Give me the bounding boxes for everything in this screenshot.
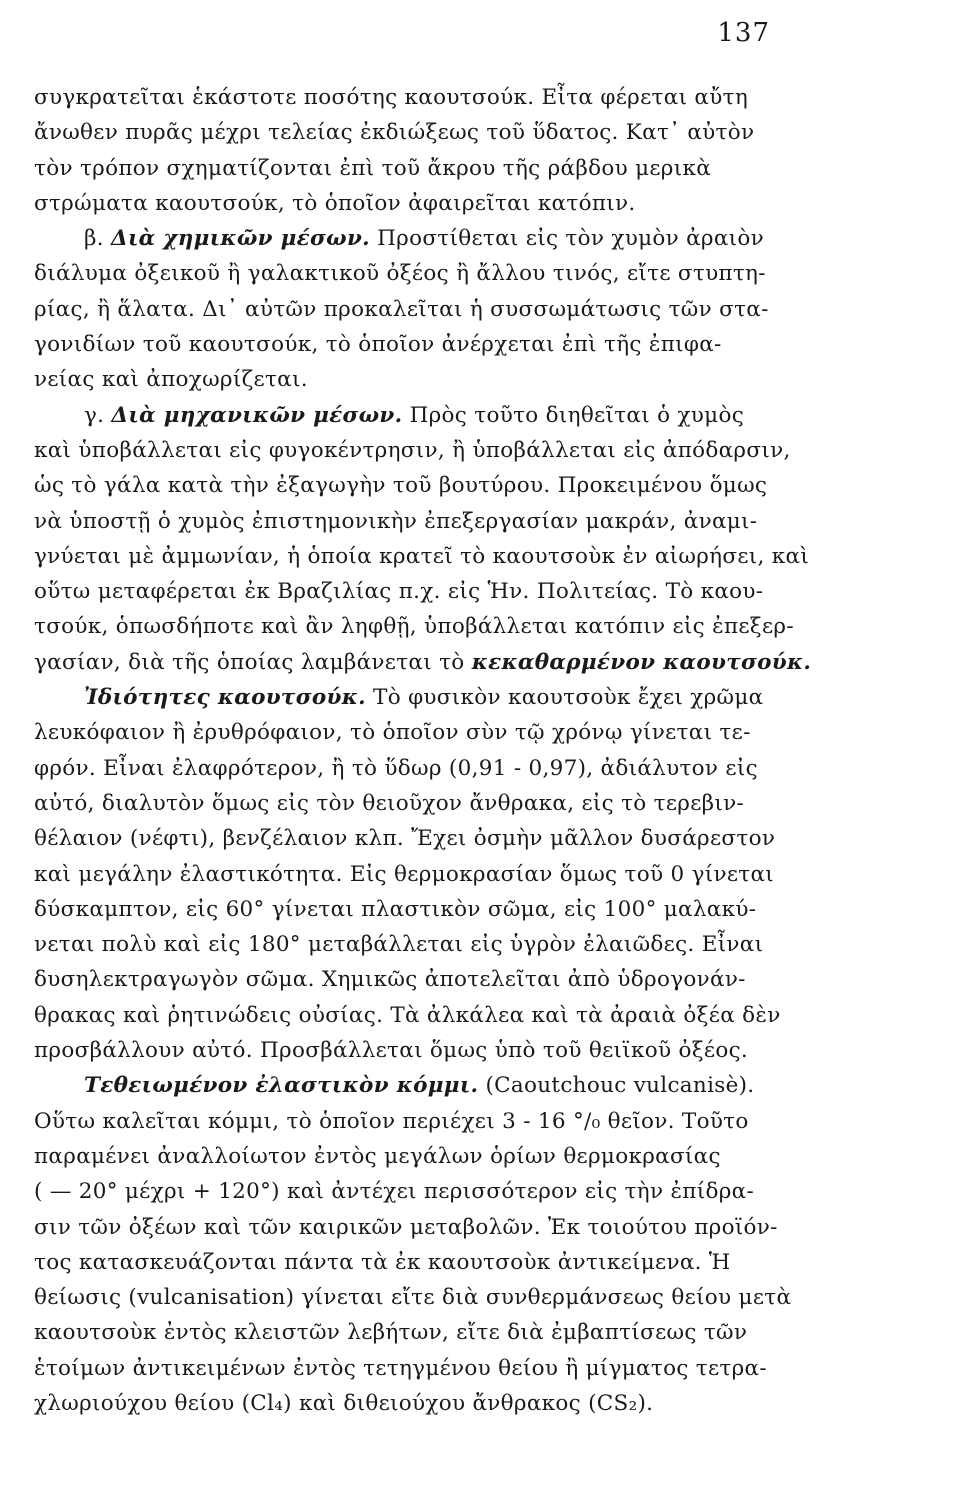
text-line — [34, 504, 814, 539]
text-line — [34, 857, 814, 892]
text-line — [34, 151, 814, 186]
text-line — [34, 680, 814, 715]
page-number: 137 — [717, 18, 770, 48]
emphasized-term: κεκαθαρμένον καουτσούκ. — [471, 649, 812, 675]
text-line — [34, 1068, 814, 1103]
text-line — [34, 1033, 814, 1068]
line-text: αὐτό, διαλυτὸν ὅμως εἰς τὸν θειοῦχον ἄνθρακα, εἰς τὸ τερεβιν- — [34, 790, 745, 816]
text-line — [34, 1386, 814, 1421]
line-text: καουτσοὺκ ἐντὸς κλειστῶν λεβήτων, εἴτε διὰ ἐμβαπτίσεως τῶν — [34, 1320, 748, 1346]
line-text: τὸν τρόπον σχηματίζονται ἐπὶ τοῦ ἄκρου τῆς ράβδου μερικὰ — [34, 155, 712, 181]
text-line — [34, 645, 814, 680]
text-line — [34, 1139, 814, 1174]
line-text: οὕτω μεταφέρεται ἐκ Βραζιλίας π.χ. εἰς Ἡν. Πολιτείας. Τὸ καου- — [34, 579, 764, 605]
line-text: συγκρατεῖται ἑκάστοτε ποσότης καουτσούκ. Εἶτα φέρεται αὔτη — [34, 85, 748, 110]
text-line — [34, 715, 814, 750]
line-text: στρώματα καουτσούκ, τὸ ὁποῖον ἀφαιρεῖται κατόπιν. — [34, 190, 636, 216]
line-text: Πρὸς τοῦτο διηθεῖται ὁ χυμὸς — [402, 402, 745, 428]
text-line — [34, 327, 814, 362]
section-heading: Τεθειωμένον ἐλαστικὸν κόμμι. — [84, 1073, 479, 1099]
line-text: γνύεται μὲ ἀμμωνίαν, ἡ ὁποία κρατεῖ τὸ καουτσοὺκ ἐν αἰωρήσει, καὶ — [34, 543, 810, 569]
line-text: ( — 20° μέχρι + 120°) καὶ ἀντέχει περισσότερον εἰς τὴν ἐπίδρα- — [34, 1179, 755, 1205]
text-line — [34, 1104, 814, 1139]
line-text: καὶ μεγάλην ἐλαστικότητα. Εἰς θερμοκρασίαν ὅμως τοῦ 0 γίνεται — [34, 861, 775, 887]
text-line — [34, 609, 814, 644]
text-line — [34, 1210, 814, 1245]
line-text: ἑτοίμων ἀντικειμένων ἐντὸς τετηγμένου θείου ἢ μίγματος τετρα- — [34, 1355, 767, 1381]
text-line — [34, 1174, 814, 1209]
section-heading: Διὰ μηχανικῶν μέσων. — [111, 402, 403, 428]
text-line — [34, 1245, 814, 1280]
list-marker: β. — [84, 226, 111, 252]
text-line — [34, 362, 814, 397]
section-heading: Ἰδιότητες καουτσούκ. — [84, 685, 366, 711]
text-line — [34, 574, 814, 609]
text-line — [34, 80, 814, 115]
text-line — [34, 1315, 814, 1350]
line-text: δύσκαμπτον, εἰς 60° γίνεται πλαστικὸν σῶμα, εἰς 100° μαλακύ- — [34, 896, 757, 922]
text-line — [34, 962, 814, 997]
text-line — [34, 115, 814, 150]
line-text: σιν τῶν ὀξέων καὶ τῶν καιρικῶν μεταβολῶν. Ἐκ τοιούτου προϊόν- — [34, 1214, 778, 1240]
line-text: παραμένει ἀναλλοίωτον ἐντὸς μεγάλων ὁρίων θερμοκρασίας — [34, 1143, 721, 1169]
line-text: (Caoutchouc vulcanisè). — [478, 1073, 755, 1099]
text-line — [34, 1280, 814, 1315]
text-line — [34, 821, 814, 856]
line-text: διάλυμα ὀξεικοῦ ἢ γαλακτικοῦ ὀξέος ἢ ἄλλου τινός, εἴτε στυπτη- — [34, 261, 766, 287]
line-text: φρόν. Εἶναι ἐλαφρότερον, ἢ τὸ ὕδωρ (0,91 - 0,97), ἀδιάλυτον εἰς — [34, 755, 758, 781]
text-line — [34, 1351, 814, 1386]
line-text: καὶ ὑποβάλλεται εἰς φυγοκέντρησιν, ἢ ὑποβάλλεται εἰς ἀπόδαρσιν, — [34, 437, 791, 463]
line-text: νείας καὶ ἀποχωρίζεται. — [34, 367, 308, 393]
text-line — [34, 398, 814, 433]
section-heading: Διὰ χημικῶν μέσων. — [111, 226, 370, 252]
text-line — [34, 927, 814, 962]
text-line — [34, 786, 814, 821]
text-line — [34, 539, 814, 574]
line-text: δυσηλεκτραγωγὸν σῶμα. Χημικῶς ἀποτελεῖται ἀπὸ ὑδρογονάν- — [34, 967, 746, 993]
line-text: τος κατασκευάζονται πάντα τὰ ἐκ καουτσοὺκ ἀντικείμενα. Ἡ — [34, 1249, 731, 1275]
line-text: Τὸ φυσικὸν καουτσοὺκ ἔχει χρῶμα — [365, 685, 764, 711]
line-text: ὡς τὸ γάλα κατὰ τὴν ἐξαγωγὴν τοῦ βουτύρου. Προκειμένου ὅμως — [34, 473, 768, 499]
line-text: γονιδίων τοῦ καουτσούκ, τὸ ὁποῖον ἀνέρχεται ἐπὶ τῆς ἐπιφα- — [34, 332, 722, 358]
text-line — [34, 751, 814, 786]
line-text: γασίαν, διὰ τῆς ὁποίας λαμβάνεται τὸ — [34, 649, 472, 675]
line-text: Οὕτω καλεῖται κόμμι, τὸ ὁποῖον περιέχει 3 - 16 °/₀ θεῖον. Τοῦτο — [34, 1108, 749, 1134]
line-text: θρακας καὶ ῥητινώδεις οὐσίας. Τὰ ἀλκάλεα καὶ τὰ ἀραιὰ ὀξέα δὲν — [34, 1002, 781, 1028]
body-text — [34, 80, 814, 1421]
line-text: ἄνωθεν πυρᾶς μέχρι τελείας ἐκδιώξεως τοῦ ὕδατος. Κατ᾿ αὐτὸν — [34, 120, 755, 146]
text-line — [34, 256, 814, 291]
list-marker: γ. — [84, 402, 112, 428]
line-text: ρίας, ἢ ἅλατα. Δι᾿ αὐτῶν προκαλεῖται ἡ συσσωμάτωσις τῶν στα- — [34, 296, 769, 322]
text-line — [34, 468, 814, 503]
text-line — [34, 221, 814, 256]
line-text: θείωσις (vulcanisation) γίνεται εἴτε διὰ συνθερμάνσεως θείου μετὰ — [34, 1285, 792, 1311]
line-text: τσούκ, ὁπωσδήποτε καὶ ἂν ληφθῇ, ὑποβάλλεται κατόπιν εἰς ἐπεξερ- — [34, 614, 794, 640]
line-text: Προστίθεται εἰς τὸν χυμὸν ἀραιὸν — [369, 226, 765, 252]
text-line — [34, 186, 814, 221]
line-text: λευκόφαιον ἢ ἐρυθρόφαιον, τὸ ὁποῖον σὺν τῷ χρόνῳ γίνεται τε- — [34, 720, 751, 746]
line-text: χλωριούχου θείου (Cl₄) καὶ διθειούχου ἄνθρακος (CS₂). — [34, 1390, 654, 1416]
line-text: νὰ ὑποστῇ ὁ χυμὸς ἐπιστημονικὴν ἐπεξεργασίαν μακράν, ἀναμι- — [34, 508, 758, 534]
line-text: νεται πολὺ καὶ εἰς 180° μεταβάλλεται εἰς ὑγρὸν ἐλαιῶδες. Εἶναι — [34, 932, 764, 958]
text-line — [34, 998, 814, 1033]
line-text: θέλαιον (νέφτι), βενζέλαιον κλπ. Ἔχει ὀσμὴν μᾶλλον δυσάρεστον — [34, 826, 776, 852]
text-line — [34, 292, 814, 327]
text-line — [34, 433, 814, 468]
text-line — [34, 892, 814, 927]
line-text: προσβάλλουν αὐτό. Προσβάλλεται ὅμως ὑπὸ τοῦ θειϊκοῦ ὀξέος. — [34, 1038, 749, 1064]
